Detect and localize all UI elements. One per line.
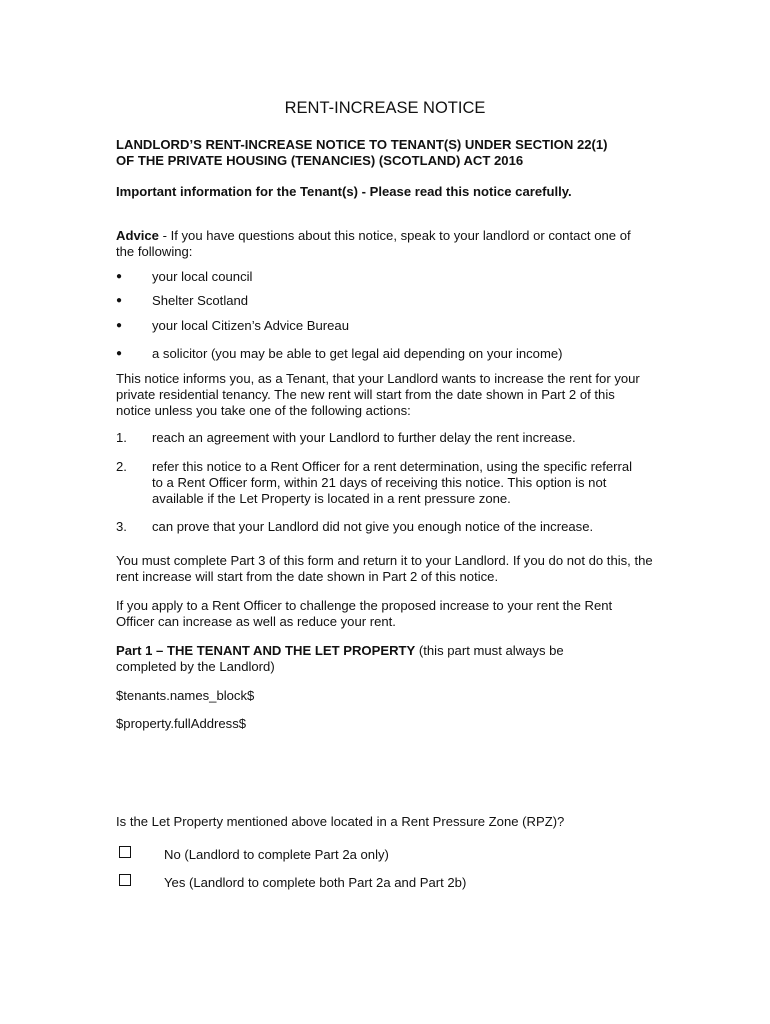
bullet-icon: ● <box>116 348 123 359</box>
advice-item-cab: your local Citizen’s Advice Bureau <box>152 318 349 333</box>
rent-officer-paragraph: If you apply to a Rent Officer to challenge the proposed increase to your rent the Rent Officer can increase as well as reduce your rent. <box>116 598 613 629</box>
action-item-notice-proof: can prove that your Landlord did not give you enough notice of the increase. <box>152 519 594 534</box>
rpz-no-checkbox[interactable] <box>119 846 131 858</box>
action-number: 1. <box>116 430 127 445</box>
subtitle-line-2: OF THE PRIVATE HOUSING (TENANCIES) (SCOTLAND) ACT 2016 <box>116 153 524 168</box>
action-number: 3. <box>116 519 127 534</box>
advice-label: Advice <box>116 228 159 243</box>
action-number: 2. <box>116 459 127 474</box>
part1-note: (this part must always be completed by the Landlord) <box>116 643 564 674</box>
subtitle-line-1: LANDLORD’S RENT-INCREASE NOTICE TO TENANT(S) UNDER SECTION 22(1) <box>116 137 608 152</box>
advice-item-solicitor: a solicitor (you may be able to get legal aid depending on your income) <box>152 346 563 361</box>
tenants-names-placeholder: $tenants.names_block$ <box>116 688 255 703</box>
bullet-icon: ● <box>116 295 123 306</box>
must-complete-paragraph: You must complete Part 3 of this form and return it to your Landlord. If you do not do this, the rent increase will start from the date shown in Part 2 of this notice. <box>116 553 653 584</box>
advice-text: - If you have questions about this notice, speak to your landlord or contact one of the following: <box>116 228 631 259</box>
advice-item-shelter: Shelter Scotland <box>152 293 249 308</box>
rpz-question: Is the Let Property mentioned above located in a Rent Pressure Zone (RPZ)? <box>116 814 565 829</box>
part1-heading <box>116 643 616 675</box>
important-information: Important information for the Tenant(s) - Please read this notice carefully. <box>116 184 572 199</box>
action-item-rent-officer: refer this notice to a Rent Officer for a rent determination, using the specific referral to a Rent Officer form, within 21 days of receiving this notice. This option is not available if the Let Property is located in a rent pressure zone. <box>152 459 633 506</box>
notice-subtitle <box>116 137 656 169</box>
action-item-agreement: reach an agreement with your Landlord to further delay the rent increase. <box>152 430 576 445</box>
part1-title: Part 1 – THE TENANT AND THE LET PROPERTY <box>116 643 416 658</box>
rpz-no-label: No (Landlord to complete Part 2a only) <box>164 847 389 862</box>
advice-item-council: your local council <box>152 269 253 284</box>
notice-intro-paragraph: This notice informs you, as a Tenant, that your Landlord wants to increase the rent for your private residential tenancy. The new rent will start from the date shown in Part 2 of this notice unless you take one of the following actions: <box>116 371 640 418</box>
document-title: RENT-INCREASE NOTICE <box>284 99 486 117</box>
rpz-yes-checkbox[interactable] <box>119 874 131 886</box>
bullet-icon: ● <box>116 320 123 331</box>
advice-paragraph <box>116 228 646 260</box>
bullet-icon: ● <box>116 271 123 282</box>
property-address-placeholder: $property.fullAddress$ <box>116 716 247 731</box>
rpz-yes-label: Yes (Landlord to complete both Part 2a and Part 2b) <box>164 875 467 890</box>
